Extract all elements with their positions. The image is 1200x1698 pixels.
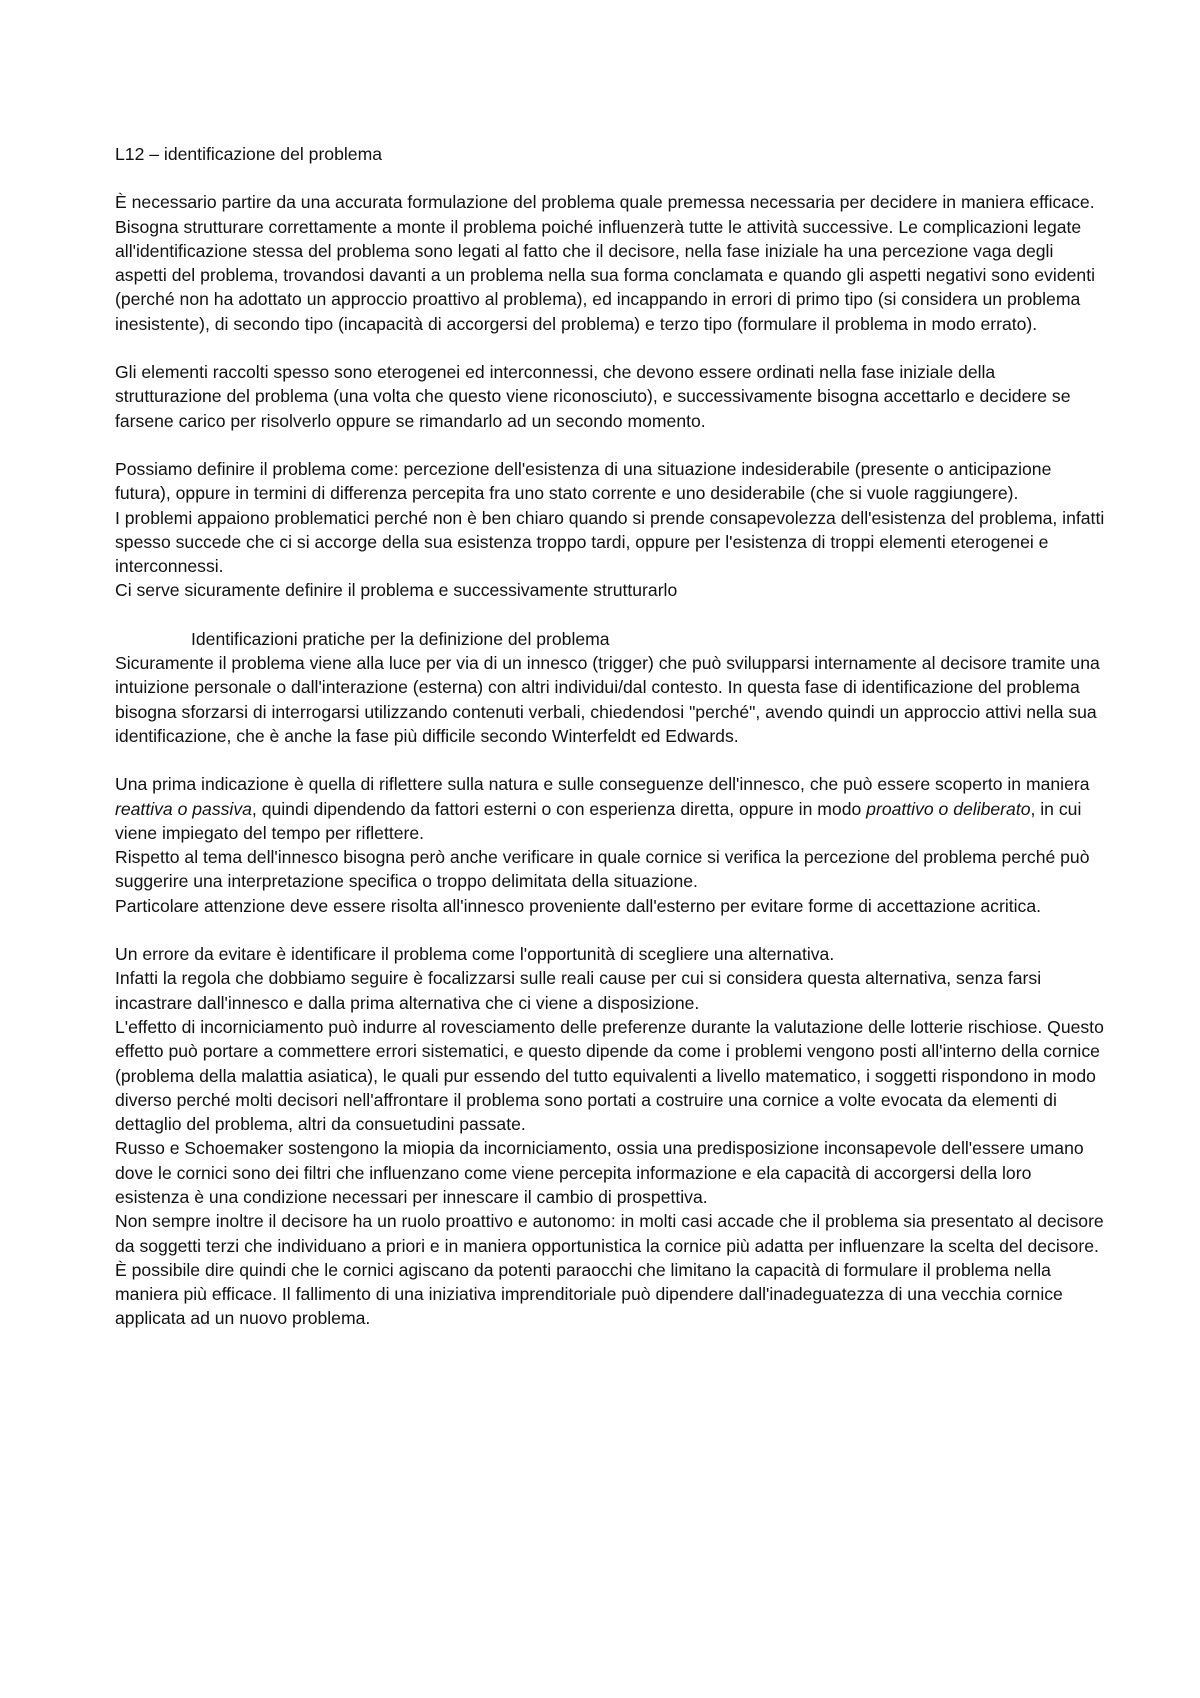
paragraph-7-part-a: Una prima indicazione è quella di riflettere sulla natura e sulle conseguenze dell'innesco, che può essere scoperto in maniera: [115, 774, 1090, 795]
document-title: L12 – identificazione del problema: [115, 144, 383, 164]
section-subheading: Identificazioni pratiche per la definizione del problema: [191, 628, 610, 649]
paragraph-7-emphasis-2: proattivo o deliberato: [866, 798, 1031, 819]
spacer: [115, 918, 1105, 942]
document-page: [115, 142, 1105, 1331]
paragraph-7-emphasis-1: reattiva o passiva: [115, 798, 252, 819]
paragraph-11: Infatti la regola che dobbiamo seguire è focalizzarsi sulle reali cause per cui si considera questa alternativa, senza farsi incastrare dall'innesco e dalla prima alternativa che ci viene a disposizione.: [115, 968, 1042, 1013]
paragraph-1: È necessario partire da una accurata formulazione del problema quale premessa necessaria per decidere in maniera efficace. Bisogna strutturare correttamente a monte il problema poiché influenzerà tutte le attività successive. Le complicazioni legate all'identificazione stessa del problema sono legati al fatto che il decisore, nella fase iniziale ha una percezione vaga degli aspetti del problema, trovandosi davanti a un problema nella sua forma conclamata e quando gli aspetti negativi sono evidenti (perché non ha adottato un approccio proattivo al problema), ed incappando in errori di primo tipo (si considera un problema inesistente), di secondo tipo (incapacità di accorgersi del problema) e terzo tipo (formulare il problema in modo errato).: [115, 192, 1095, 334]
paragraph-6: Sicuramente il problema viene alla luce per via di un innesco (trigger) che può svilupparsi internamente al decisore tramite una intuizione personale o dall'interazione (esterna) con altri individui/dal contesto. In questa fase di identificazione del problema bisogna sforzarsi di interrogarsi utilizzando contenuti verbali, chiedendosi "perché", avendo quindi un approccio attivi nella sua identificazione, che è anche la fase più difficile secondo Winterfeldt ed Edwards.: [115, 653, 1100, 746]
paragraph-9: Particolare attenzione deve essere risolta all'innesco proveniente dall'esterno per evitare forme di accettazione acritica.: [115, 895, 1041, 916]
paragraph-3: Possiamo definire il problema come: percezione dell'esistenza di una situazione indesiderabile (presente o anticipazione futura), oppure in termini di differenza percepita fra uno stato corrente e uno desiderabile (che si vuole raggiungere).: [115, 458, 1052, 504]
spacer: [115, 433, 1105, 457]
spacer: [115, 166, 1105, 190]
paragraph-7: [115, 772, 1105, 845]
paragraph-8: Rispetto al tema dell'innesco bisogna però anche verificare in quale cornice si verifica la percezione del problema perché può suggerire una interpretazione specifica o troppo delimitata della situazione.: [115, 847, 1090, 892]
paragraph-7-part-b: , quindi dipendendo da fattori esterni o con esperienza diretta, oppure in modo: [251, 798, 867, 819]
paragraph-15: È possibile dire quindi che le cornici agiscano da potenti paraocchi che limitano la capacità di formulare il problema nella maniera più efficace. Il fallimento di una iniziativa imprenditoriale può dipendere dall'inadeguatezza di una vecchia cornice applicata ad un nuovo problema.: [115, 1259, 1063, 1329]
paragraph-4: I problemi appaiono problematici perché non è ben chiaro quando si prende consapevolezza dell'esistenza del problema, infatti spesso succede che ci si accorge della sua esistenza troppo tardi, oppure per l'esistenza di troppi elementi eterogenei e interconnessi.: [115, 507, 1105, 577]
paragraph-14: Non sempre inoltre il decisore ha un ruolo proattivo e autonomo: in molti casi accade che il problema sia presentato al decisore da soggetti terzi che individuano a priori e in maniera opportunistica la cornice più adatta per influenzare la scelta del decisore.: [115, 1211, 1104, 1256]
paragraph-2: Gli elementi raccolti spesso sono eterogenei ed interconnessi, che devono essere ordinati nella fase iniziale della strutturazione del problema (una volta che questo viene riconosciuto), e successivamente bisogna accettarlo e decidere se farsene carico per risolverlo oppure se rimandarlo ad un secondo momento.: [115, 362, 1071, 431]
spacer: [115, 603, 1105, 627]
spacer: [115, 748, 1105, 772]
paragraph-7-part-c: , in cui viene impiegato del tempo per riflettere.: [115, 798, 1082, 843]
paragraph-10: Un errore da evitare è identificare il problema come l'opportunità di scegliere una alternativa.: [115, 944, 835, 965]
paragraph-5: Ci serve sicuramente definire il problema e successivamente strutturarlo: [115, 580, 678, 601]
paragraph-13: Russo e Schoemaker sostengono la miopia da incorniciamento, ossia una predisposizione inconsapevole dell'essere umano dove le cornici sono dei filtri che influenzano come viene percepita informazione e ela capacità di accorgersi della loro esistenza è una condizione necessari per innescare il cambio di prospettiva.: [115, 1138, 1084, 1207]
spacer: [115, 336, 1105, 360]
paragraph-12: L'effetto di incorniciamento può indurre al rovesciamento delle preferenze durante la valutazione delle lotterie rischiose. Questo effetto può portare a commettere errori sistematici, e questo dipende da come i problemi vengono posti all'interno della cornice (problema della malattia asiatica), le quali pur essendo del tutto equivalenti a livello matematico, i soggetti rispondono in modo diverso perché molti decisori nell'affrontare il problema sono portati a costruire una cornice a volte evocata da elementi di dettaglio del problema, altri da consuetudini passate.: [115, 1016, 1104, 1135]
